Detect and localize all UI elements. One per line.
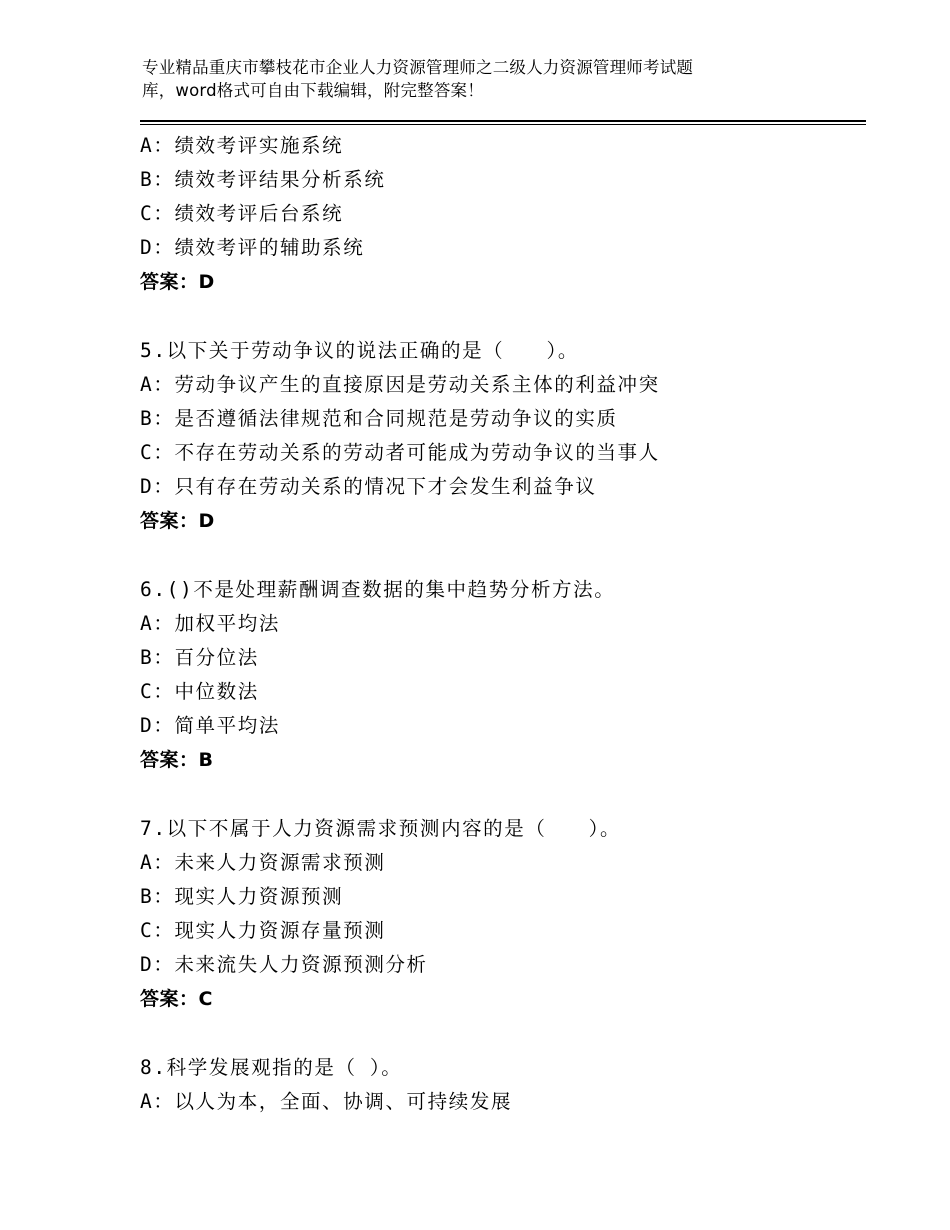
option-b: B：现实人力资源预测: [140, 885, 344, 908]
option-b: B：百分位法: [140, 646, 259, 669]
header-divider: [140, 120, 866, 125]
header-title-line-2: 库，word格式可自由下载编辑，附完整答案！: [142, 81, 484, 100]
spacer: [140, 538, 860, 573]
answer-line: 答案：D: [140, 510, 215, 532]
spacer: [140, 777, 860, 812]
question-block-7: [140, 812, 860, 1016]
option-c: C：不存在劳动关系的劳动者可能成为劳动争议的当事人: [140, 441, 660, 464]
question-text: 8.科学发展观指的是（ ）。: [140, 1056, 403, 1079]
question-text: 7.以下不属于人力资源需求预测内容的是（ ）。: [140, 817, 622, 840]
question-block-6: [140, 573, 860, 777]
option-c: C：现实人力资源存量预测: [140, 919, 386, 942]
header-divider-thin: [140, 124, 866, 125]
option-a: A：绩效考评实施系统: [140, 134, 344, 157]
option-b: B：绩效考评结果分析系统: [140, 168, 386, 191]
answer-line: 答案：D: [140, 271, 215, 293]
option-d: D：未来流失人力资源预测分析: [140, 953, 428, 976]
answer-line: 答案：C: [140, 988, 213, 1010]
option-b: B：是否遵循法律规范和合同规范是劳动争议的实质: [140, 407, 618, 430]
question-text: 5.以下关于劳动争议的说法正确的是（ ）。: [140, 339, 579, 362]
question-block-8: [140, 1051, 860, 1119]
option-a: A：加权平均法: [140, 612, 280, 635]
option-d: D：简单平均法: [140, 714, 280, 737]
answer-line: 答案：B: [140, 749, 214, 771]
option-d: D：只有存在劳动关系的情况下才会发生利益争议: [140, 475, 597, 498]
option-a: A：劳动争议产生的直接原因是劳动关系主体的利益冲突: [140, 373, 660, 396]
question-block-4-tail: [140, 129, 860, 299]
question-list: [140, 129, 860, 1119]
spacer: [140, 1016, 860, 1051]
option-d: D：绩效考评的辅助系统: [140, 236, 365, 259]
option-c: C：中位数法: [140, 680, 259, 703]
spacer: [140, 299, 860, 334]
option-a: A：未来人力资源需求预测: [140, 851, 386, 874]
option-c: C：绩效考评后台系统: [140, 202, 344, 225]
question-block-5: [140, 334, 860, 538]
header-divider-thick: [140, 120, 866, 122]
header-title-line-1: 专业精品重庆市攀枝花市企业人力资源管理师之二级人力资源管理师考试题: [142, 58, 694, 77]
question-text: 6.()不是处理薪酬调查数据的集中趋势分析方法。: [140, 578, 616, 601]
option-a: A：以人为本，全面、协调、可持续发展: [140, 1090, 513, 1113]
document-header: [142, 56, 832, 102]
